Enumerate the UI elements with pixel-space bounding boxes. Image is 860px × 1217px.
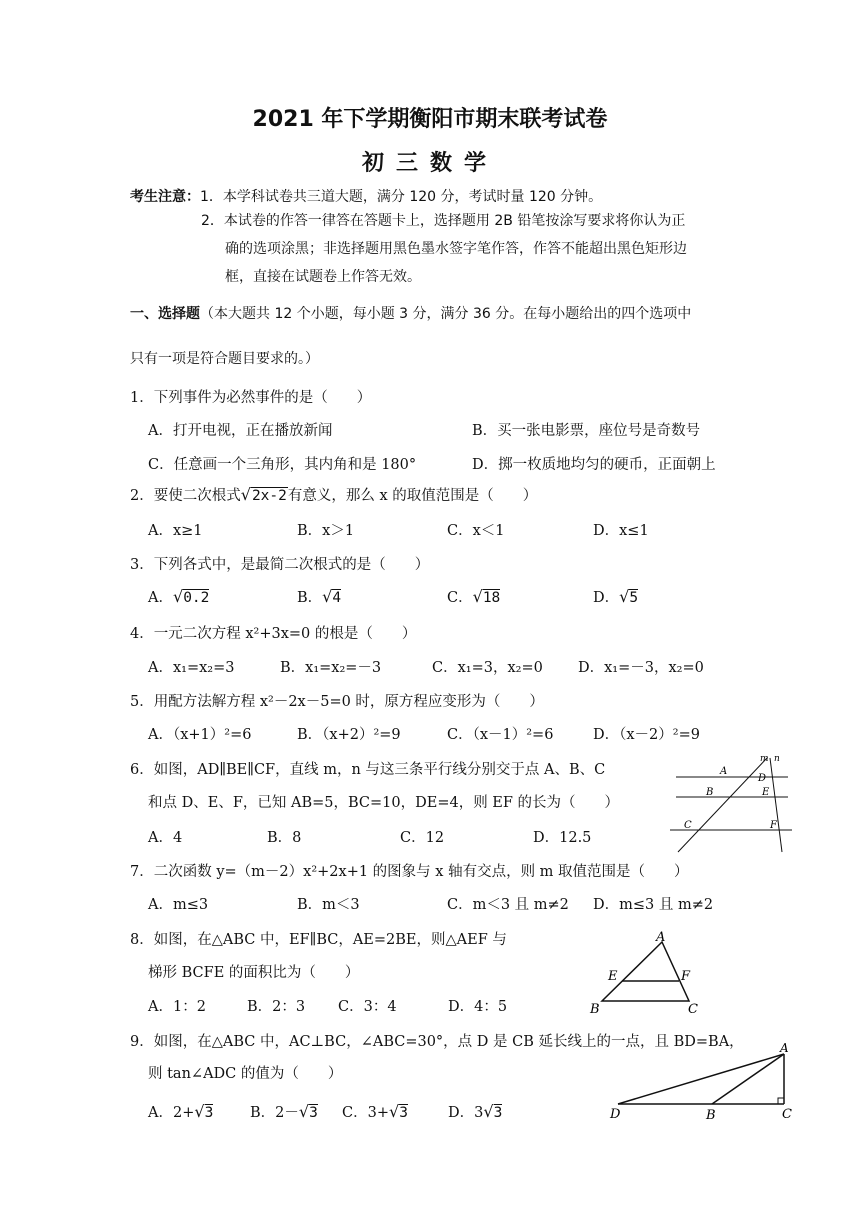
q3-d-label: D． xyxy=(593,590,620,606)
exam-title: 2021 年下学期衡阳市期末联考试卷 xyxy=(252,107,608,132)
label-d: D xyxy=(758,773,767,784)
q8-option-b: B．2：3 xyxy=(247,999,306,1015)
segment-da xyxy=(618,1054,784,1104)
q6-option-b: B．8 xyxy=(267,830,302,846)
radical-sign: √ xyxy=(240,485,251,504)
label-f: F xyxy=(681,969,691,984)
q3-d-radicand: 5 xyxy=(629,590,639,606)
label-b: B xyxy=(590,1002,600,1016)
label-n: n xyxy=(774,754,780,764)
q2-option-b: B．x＞1 xyxy=(297,523,355,539)
label-d: D xyxy=(610,1107,621,1122)
q9-option-b xyxy=(250,1101,318,1122)
label-b: B xyxy=(706,787,714,798)
label-c: C xyxy=(782,1107,792,1122)
q9-d-pre: D．3 xyxy=(448,1105,484,1121)
q9-a-radicand: 3 xyxy=(204,1105,214,1121)
q6-stem-line-1: 6．如图，AD∥BE∥CF，直线 m，n 与这三条平行线分别交于点 A、B、C xyxy=(130,762,606,778)
notice-item-1: 1．本学科试卷共三道大题，满分 120 分，考试时量 120 分钟。 xyxy=(200,189,603,205)
notice-line-1 xyxy=(130,186,602,206)
q8-option-d: D．4：5 xyxy=(448,999,508,1015)
notice-item-2-line-3: 框，直接在试题卷上作答无效。 xyxy=(225,269,421,285)
q3-option-b xyxy=(297,586,341,607)
segment-ba xyxy=(712,1054,784,1104)
q8-option-c: C．3：4 xyxy=(338,999,397,1015)
radical-sign: √ xyxy=(388,1102,400,1121)
q2-option-a: A．x≥1 xyxy=(148,523,203,539)
radical-sign: √ xyxy=(483,1102,494,1121)
q7-option-b: B．m＜3 xyxy=(297,897,360,913)
q6-option-c: C．12 xyxy=(400,830,445,846)
q9-option-d xyxy=(448,1101,502,1122)
radical-sign: √ xyxy=(194,1102,205,1121)
radical-sign: √ xyxy=(172,587,184,606)
section-1-label: 一、选择题 xyxy=(130,306,200,322)
q9-b-pre: B．2－ xyxy=(250,1105,299,1121)
right-angle-mark xyxy=(778,1098,784,1104)
q9-stem-line-1: 9．如图，在△ABC 中，AC⊥BC，∠ABC=30°，点 D 是 CB 延长线上的一点，且 BD=BA， xyxy=(130,1034,744,1050)
q9-option-c xyxy=(342,1101,408,1122)
q4-option-c: C．x₁=3，x₂=0 xyxy=(432,660,543,676)
q6-stem-line-2: 和点 D、E、F，已知 AB=5，BC=10，DE=4，则 EF 的长为（ ） xyxy=(148,795,620,811)
q5-option-d: D．（x－2）²=9 xyxy=(593,727,700,743)
radical-sign: √ xyxy=(298,1102,310,1121)
q7-option-d: D．m≤3 且 m≠2 xyxy=(593,897,714,913)
q3-option-c xyxy=(447,586,500,607)
label-f: F xyxy=(770,820,777,831)
q7-stem: 7．二次函数 y=（m－2）x²+2x+1 的图象与 x 轴有交点，则 m 取值范围是（ ） xyxy=(130,864,689,880)
notice-label: 考生注意： xyxy=(130,189,200,205)
q5-option-c: C．（x－1）²=6 xyxy=(447,727,554,743)
q9-c-radicand: 3 xyxy=(399,1105,408,1121)
q3-a-radicand: 0.2 xyxy=(183,590,210,606)
q8-figure xyxy=(582,928,707,1016)
notice-item-2-line-1: 2．本试卷的作答一律答在答题卡上，选择题用 2B 铅笔按涂写要求将你认为正 xyxy=(201,213,686,229)
q9-a-pre: A．2+ xyxy=(148,1105,195,1121)
section-1-desc-line-1: （本大题共 12 个小题，每小题 3 分，满分 36 分。在每小题给出的四个选项中 xyxy=(200,306,692,322)
section-1-heading xyxy=(130,303,691,323)
q2-option-c: C．x＜1 xyxy=(447,523,505,539)
q9-stem-line-2: 则 tan∠ADC 的值为（ ） xyxy=(148,1066,343,1082)
q4-option-d: D．x₁=－3，x₂=0 xyxy=(578,660,704,676)
q3-option-d xyxy=(593,586,638,607)
q8-stem-line-1: 8．如图，在△ABC 中，EF∥BC，AE=2BE，则△AEF 与 xyxy=(130,932,507,948)
q5-option-a: A．（x+1）²=6 xyxy=(148,727,252,743)
q2-stem-pre: 2．要使二次根式 xyxy=(130,488,241,504)
q3-c-radicand: 18 xyxy=(482,590,501,606)
q6-option-a: A．4 xyxy=(148,830,183,846)
q1-option-b: B．买一张电影票，座位号是奇数号 xyxy=(472,423,701,439)
q4-option-a: A．x₁=x₂=3 xyxy=(148,660,235,676)
q5-stem: 5．用配方法解方程 x²－2x－5=0 时，原方程应变形为（ ） xyxy=(130,694,544,710)
q9-option-a xyxy=(148,1101,213,1122)
q9-b-radicand: 3 xyxy=(309,1105,318,1121)
label-b: B xyxy=(706,1108,716,1122)
q9-figure xyxy=(606,1042,800,1122)
notice-item-2-line-2: 确的选项涂黑；非选择题用黑色墨水签字笔作答，作答不能超出黑色矩形边 xyxy=(225,241,687,257)
q1-stem: 1．下列事件为必然事件的是（ ） xyxy=(130,390,372,406)
q7-option-c: C．m＜3 且 m≠2 xyxy=(447,897,569,913)
label-c: C xyxy=(684,820,692,831)
q3-option-a xyxy=(148,586,209,607)
q3-a-label: A． xyxy=(148,590,173,606)
label-m: m xyxy=(760,754,769,764)
q2-option-d: D．x≤1 xyxy=(593,523,649,539)
radical-sign: √ xyxy=(472,587,483,606)
q2-stem xyxy=(130,484,537,505)
q3-b-radicand: 4 xyxy=(332,590,342,606)
q8-option-a: A．1：2 xyxy=(148,999,206,1015)
q7-option-a: A．m≤3 xyxy=(148,897,209,913)
q1-option-c: C．任意画一个三角形，其内角和是 180° xyxy=(148,457,417,473)
section-1-desc-line-2: 只有一项是符合题目要求的。） xyxy=(130,351,319,367)
label-a: A xyxy=(656,930,666,945)
line-n xyxy=(770,758,782,852)
q3-stem: 3．下列各式中，是最简二次根式的是（ ） xyxy=(130,557,430,573)
q9-d-radicand: 3 xyxy=(493,1105,503,1121)
q5-option-b: B．（x+2）²=9 xyxy=(297,727,401,743)
label-e: E xyxy=(762,787,770,798)
subject-title: 初三数学 xyxy=(361,151,498,176)
q6-option-d: D．12.5 xyxy=(533,830,592,846)
q4-stem: 4．一元二次方程 x²+3x=0 的根是（ ） xyxy=(130,626,417,642)
q9-c-pre: C．3+ xyxy=(342,1105,389,1121)
q3-c-label: C． xyxy=(447,590,473,606)
q1-option-a: A．打开电视，正在播放新闻 xyxy=(148,423,333,439)
q3-b-label: B． xyxy=(297,590,323,606)
q2-stem-post: 有意义，那么 x 的取值范围是（ ） xyxy=(287,488,538,504)
radical-sign: √ xyxy=(322,587,333,606)
q2-radicand: 2x-2 xyxy=(251,488,287,504)
q4-option-b: B．x₁=x₂=－3 xyxy=(280,660,382,676)
label-a: A xyxy=(780,1042,789,1055)
label-a: A xyxy=(720,766,728,777)
q1-option-d: D．掷一枚质地均匀的硬币，正面朝上 xyxy=(472,457,716,473)
label-c: C xyxy=(688,1002,698,1016)
q8-stem-line-2: 梯形 BCFE 的面积比为（ ） xyxy=(148,965,360,981)
q6-figure xyxy=(660,752,800,857)
radical-sign: √ xyxy=(619,587,630,606)
label-e: E xyxy=(608,969,618,984)
